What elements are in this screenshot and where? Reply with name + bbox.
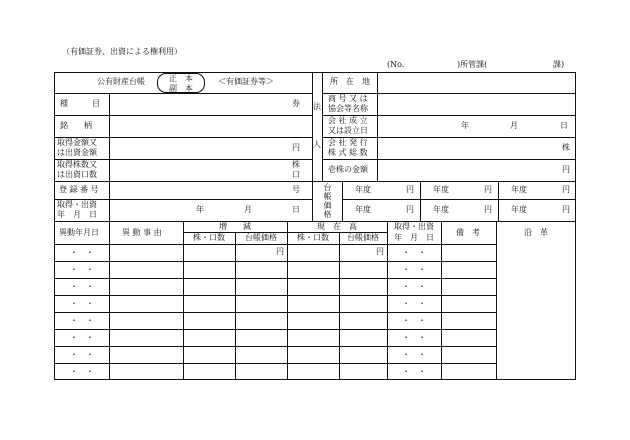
change-date-header: 異動年月日: [59, 228, 99, 237]
change-date-dots: ・ ・: [70, 350, 94, 359]
yen-unit: 円: [292, 143, 300, 152]
acq-date-dots: ・ ・: [402, 248, 426, 257]
year-unit: 年: [196, 205, 204, 214]
change-date-dots: ・ ・: [70, 333, 94, 342]
number-label: (No.: [387, 60, 405, 69]
trade-name-label-1: 商 号 又 は: [328, 94, 368, 103]
delta-shares-header: 株・口数: [193, 233, 225, 242]
delta-yen-unit: 円: [276, 247, 284, 256]
day-unit: 日: [292, 205, 300, 214]
ledger-yen-1: 円: [406, 185, 414, 194]
change-date-dots: ・ ・: [70, 316, 94, 325]
current-shares-header: 株・口数: [297, 233, 329, 242]
fiscal-year-3: 年度: [511, 185, 527, 194]
establishment-month-unit: 月: [510, 121, 518, 130]
establishment-label-2: 又は設立日: [328, 126, 368, 135]
change-date-dots: ・ ・: [70, 248, 94, 257]
ledger-yen-2: 円: [484, 185, 492, 194]
change-reason-header: 異 動 事 由: [122, 228, 162, 237]
asset-category-label: ＜有価証券等＞: [218, 77, 274, 86]
corp-label-1: 法: [313, 102, 321, 111]
remarks-header: 備 考: [456, 228, 480, 237]
type-label: 種 目: [60, 99, 100, 108]
registration-number-label: 登 録 番 号: [59, 185, 99, 194]
change-date-dots: ・ ・: [70, 282, 94, 291]
change-date-dots: ・ ・: [70, 265, 94, 274]
trade-name-label-2: 協会等名称: [328, 104, 368, 113]
acq-date-dots: ・ ・: [402, 265, 426, 274]
unit-kuchi: 口: [292, 170, 300, 179]
acq-date-dots: ・ ・: [402, 350, 426, 359]
fiscal-year-1: 年度: [355, 185, 371, 194]
acq-date-dots: ・ ・: [402, 316, 426, 325]
acq-date-header-2: 年 月 日: [394, 233, 434, 242]
original-copy-label: 正 本: [169, 74, 193, 83]
fiscal-year-6: 年度: [511, 205, 527, 214]
acq-date-dots: ・ ・: [402, 299, 426, 308]
brand-label: 銘 柄: [60, 121, 92, 130]
ledger-title: 公有財産台帳: [97, 77, 145, 86]
share-unit: 株: [292, 160, 300, 169]
establishment-year-unit: 年: [461, 121, 469, 130]
delta-price-header: 台帳価格: [245, 233, 277, 242]
form-frame: [54, 72, 576, 380]
per-share-amount-label: 壱株の金額: [328, 165, 368, 174]
acquisition-amount-label-2: は出資金額: [57, 148, 97, 157]
ken-unit: 券: [292, 99, 300, 108]
current-holding-header: 現 在 高: [317, 222, 357, 231]
history-header: 沿 革: [524, 228, 548, 237]
increase-decrease-header: 増 減: [219, 222, 251, 231]
go-unit: 号: [292, 185, 300, 194]
form-usage-note: （有価証券、出資による権利用）: [62, 47, 182, 56]
ledger-yen-6: 円: [562, 205, 570, 214]
fiscal-year-5: 年度: [433, 205, 449, 214]
ka-label: 課): [553, 60, 565, 69]
current-price-header: 台帳価格: [347, 233, 379, 242]
acq-date-header-1: 取得・出資: [394, 222, 434, 231]
ledger-yen-3: 円: [562, 185, 570, 194]
address-label: 所 在 地: [330, 77, 370, 86]
per-share-yen-unit: 円: [562, 165, 570, 174]
change-date-dots: ・ ・: [70, 367, 94, 376]
month-unit: 月: [244, 205, 252, 214]
ledger-yen-4: 円: [406, 205, 414, 214]
fiscal-year-2: 年度: [433, 185, 449, 194]
fiscal-year-4: 年度: [355, 205, 371, 214]
acq-date-dots: ・ ・: [402, 367, 426, 376]
acquisition-amount-label-1: 取得金額又: [57, 138, 97, 147]
department-label: )所管課(: [457, 60, 488, 69]
acquisition-date-label-1: 取得・出資: [57, 200, 97, 209]
duplicate-copy-label: 副 本: [169, 84, 193, 93]
change-date-dots: ・ ・: [70, 299, 94, 308]
ledger-yen-5: 円: [484, 205, 492, 214]
ledger-price-label: 台 帳 価 格: [323, 183, 332, 219]
current-yen-unit: 円: [376, 247, 384, 256]
acq-date-dots: ・ ・: [402, 333, 426, 342]
acquisition-shares-label-2: は出資口数: [57, 170, 97, 179]
acquisition-shares-label-1: 取得株数又: [57, 160, 97, 169]
corp-label-2: 人: [313, 140, 321, 149]
establishment-label-1: 会 社 成 立: [328, 116, 368, 125]
issued-shares-label-2: 株 式 総 数: [328, 148, 368, 157]
issued-shares-unit: 株: [562, 143, 570, 152]
acquisition-date-label-2: 年 月 日: [57, 210, 97, 219]
acq-date-dots: ・ ・: [402, 282, 426, 291]
issued-shares-label-1: 会 社 発 行: [328, 138, 368, 147]
establishment-day-unit: 日: [560, 121, 568, 130]
